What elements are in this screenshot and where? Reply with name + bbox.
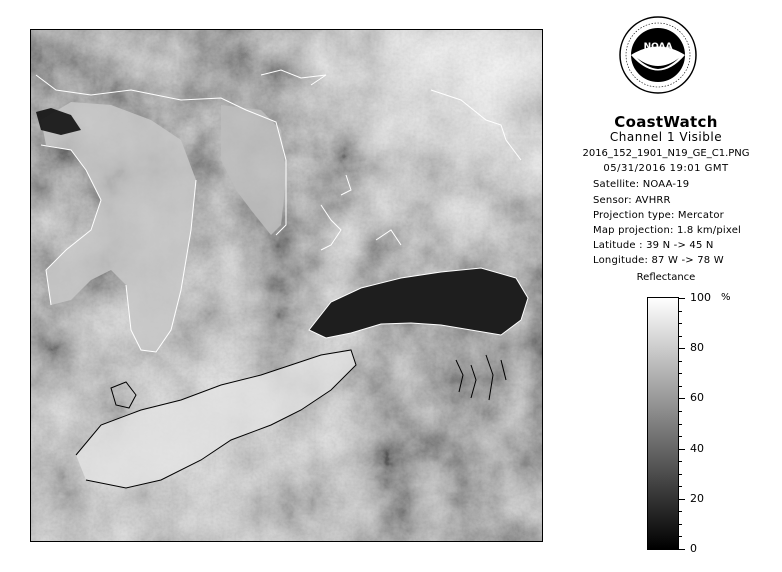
sensor-label: Sensor: AVHRR [593, 195, 671, 206]
colorbar-minor-tick [679, 323, 682, 324]
colorbar-major-tick [679, 499, 685, 500]
colorbar-minor-tick [679, 524, 682, 525]
colorbar-major-tick [679, 549, 685, 550]
image-datetime: 05/31/2016 19:01 GMT [603, 163, 729, 174]
colorbar-unit: % [721, 292, 731, 303]
channel-subtitle: Channel 1 Visible [609, 130, 723, 144]
colorbar-minor-tick [679, 474, 682, 475]
satellite-map [30, 29, 543, 542]
logo-text: NOAA [643, 42, 673, 52]
longitude-label: Longitude: 87 W -> 78 W [593, 255, 724, 266]
satellite-label: Satellite: NOAA-19 [593, 179, 690, 190]
colorbar-minor-tick [679, 436, 682, 437]
satellite-image [31, 30, 543, 542]
colorbar-minor-tick [679, 536, 682, 537]
colorbar-minor-tick [679, 361, 682, 362]
colorbar-minor-tick [679, 511, 682, 512]
colorbar-minor-tick [679, 336, 682, 337]
colorbar-tick-label: 60 [690, 391, 704, 404]
noaa-seal-icon [619, 16, 697, 94]
app-title: CoastWatch [614, 113, 718, 131]
image-filename: 2016_152_1901_N19_GE_C1.PNG [582, 148, 750, 159]
colorbar-tick-label: 100 [690, 291, 711, 304]
colorbar-major-tick [679, 449, 685, 450]
colorbar-minor-tick [679, 461, 682, 462]
map-projection-label: Map projection: 1.8 km/pixel [593, 225, 742, 236]
latitude-label: Latitude : 39 N -> 45 N [593, 240, 714, 251]
colorbar-major-tick [679, 398, 685, 399]
reflectance-colorbar [647, 297, 679, 550]
colorbar-title: Reflectance [636, 272, 696, 283]
colorbar-minor-tick [679, 424, 682, 425]
colorbar-tick-label: 40 [690, 442, 704, 455]
colorbar-major-tick [679, 348, 685, 349]
colorbar-minor-tick [679, 386, 682, 387]
colorbar-tick-label: 20 [690, 492, 704, 505]
projection-type-label: Projection type: Mercator [593, 210, 724, 221]
colorbar-tick-label: 80 [690, 341, 704, 354]
colorbar-major-tick [679, 298, 685, 299]
colorbar-minor-tick [679, 311, 682, 312]
colorbar-minor-tick [679, 486, 682, 487]
colorbar-minor-tick [679, 373, 682, 374]
colorbar-gradient [648, 298, 678, 549]
colorbar-minor-tick [679, 411, 682, 412]
colorbar-tick-label: 0 [690, 542, 697, 555]
